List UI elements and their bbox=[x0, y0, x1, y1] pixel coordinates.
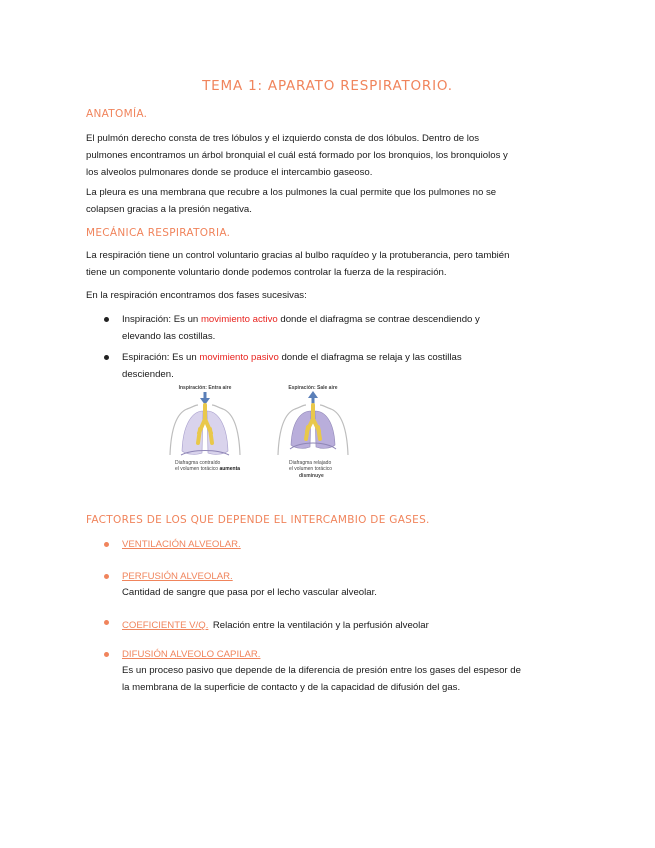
highlight-text: movimiento activo bbox=[200, 314, 278, 325]
expiration-caption-bold: disminuye bbox=[299, 473, 324, 479]
list-item-text: donde el diafragma se relaja y las costillas descienden. bbox=[122, 352, 462, 380]
factor-label: VENTILACIÓN ALVEOLAR. bbox=[122, 539, 241, 550]
bullet-dot bbox=[104, 574, 109, 579]
factor-label: COEFICIENTE V/Q. bbox=[122, 620, 209, 631]
highlight-text: movimiento pasivo bbox=[199, 352, 279, 363]
section-heading-factores: FACTORES DE LOS QUE DEPENDE EL INTERCAMBIO DE GASES. bbox=[86, 514, 430, 526]
bullet-dot bbox=[104, 317, 109, 322]
list-item-text: Espiración: Es un bbox=[122, 352, 200, 363]
factor-label: PERFUSIÓN ALVEOLAR. bbox=[122, 571, 233, 582]
caption-bold: aumenta bbox=[219, 466, 241, 472]
arrow-head-icon bbox=[308, 391, 318, 398]
list-item-text: Inspiración: Es un bbox=[122, 314, 201, 325]
caption-text: el volumen torácico bbox=[175, 466, 219, 472]
factors-list bbox=[86, 537, 526, 696]
factor-label: DIFUSIÓN ALVEOLO CAPILAR. bbox=[122, 649, 261, 660]
factor-description: Es un proceso pasivo que depende de la diferencia de presión entre los gases del espesor de la membrana de la superficie de contacto y de la capacidad de difusión del gas. bbox=[122, 665, 521, 693]
factor-item-difusion bbox=[86, 647, 526, 696]
section-heading-mecanica: MECÁNICA RESPIRATORIA. bbox=[86, 227, 231, 239]
expiration-panel bbox=[278, 385, 348, 479]
section-heading-anatomia: ANATOMÍA. bbox=[86, 108, 148, 120]
bullet-dot bbox=[104, 652, 109, 657]
bullet-dot bbox=[104, 355, 109, 360]
factor-description: Relación entre la ventilación y la perfusión alveolar bbox=[212, 620, 429, 631]
factor-item-ventilacion bbox=[86, 537, 526, 569]
factor-description: Cantidad de sangre que pasa por el lecho vascular alveolar. bbox=[122, 587, 377, 598]
list-item-inspiracion bbox=[86, 311, 516, 345]
factor-item-perfusion bbox=[86, 569, 526, 615]
expiration-caption-1: Diafragma relajado bbox=[289, 460, 332, 466]
inspiration-panel bbox=[170, 385, 240, 472]
expiration-label: Espiración: Sale aire bbox=[288, 385, 338, 391]
expiration-caption-2: el volumen torácico bbox=[289, 466, 333, 472]
phases-list bbox=[86, 311, 516, 387]
paragraph-mecanica-2: En la respiración encontramos dos fases sucesivas: bbox=[86, 290, 307, 301]
paragraph-mecanica-1: La respiración tiene un control voluntario gracias al bulbo raquídeo y la protuberancia, pero también tiene un componente voluntario donde podemos controlar la fuerza de la respiración. bbox=[86, 250, 510, 278]
inspiration-caption-2 bbox=[175, 466, 240, 472]
list-item-text: donde el diafragma se contrae descendiendo y elevando las costillas. bbox=[122, 314, 480, 342]
bullet-dot bbox=[104, 542, 109, 547]
paragraph-anatomia-1: El pulmón derecho consta de tres lóbulos y el izquierdo consta de dos lóbulos. Dentro de los pulmones encontramos un árbol bronquial el cuál está formado por los bronquios, los bronquiolos y los alveolos pulmonares donde se produce el intercambio gaseoso. bbox=[86, 133, 508, 178]
factor-item-coeficiente bbox=[86, 615, 526, 647]
respiration-diagram bbox=[165, 383, 370, 483]
page-title: TEMA 1: APARATO RESPIRATORIO. bbox=[202, 78, 453, 94]
inspiration-label: Inspiración: Entra aire bbox=[178, 385, 232, 391]
bullet-dot bbox=[104, 620, 109, 625]
list-item-espiracion bbox=[86, 349, 516, 383]
paragraph-anatomia-2: La pleura es una membrana que recubre a los pulmones la cual permite que los pulmones no se colapsen gracias a la presión negativa. bbox=[86, 187, 497, 215]
inspiration-caption-1: Diafragma contraído bbox=[175, 460, 221, 466]
